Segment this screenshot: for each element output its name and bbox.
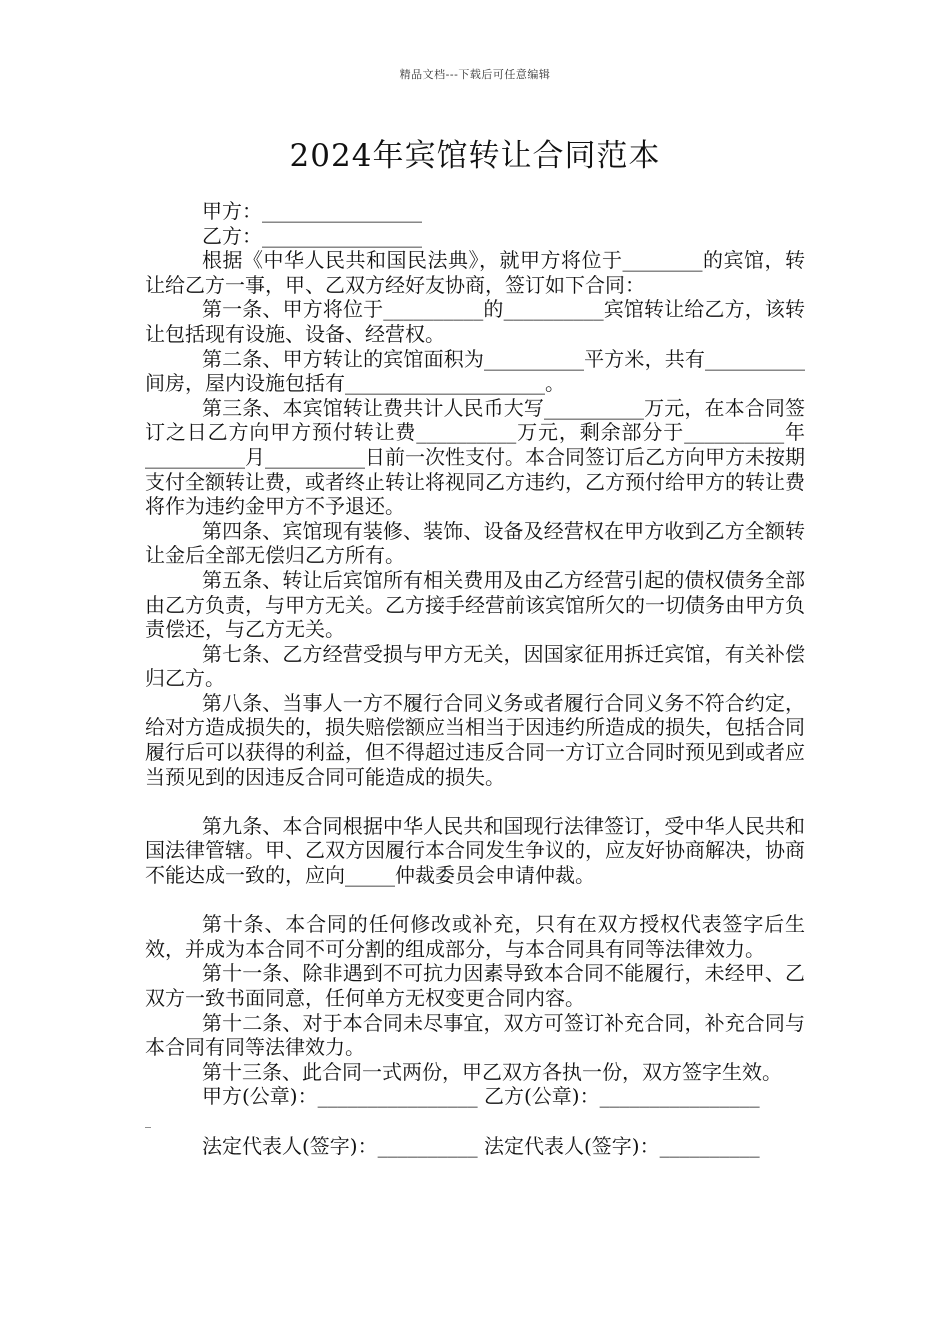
party-a-line: 甲方：________________ (202, 199, 422, 223)
party-b-line: 乙方：________________ (202, 223, 422, 248)
article-7: 第七条、乙方经营受损与甲方无关，因国家征用拆迁宾馆，有关补偿归乙方。 (145, 641, 805, 691)
article-8: 第八条、当事人一方不履行合同义务或者履行合同义务不符合约定，给对方造成损失的，损失赔偿额应当相当于因违约所造成的损失，包括合同履行后可以获得的利益，但不得超过违反合同一方订立合同时预见到或者应当预见到的因违反合同可能造成的损失。 (145, 690, 805, 789)
paragraph-spacer (145, 789, 805, 814)
article-1: 第一条、甲方将位于__________的__________宾馆转让给乙方，该转让包括现有设施、设备、经营权。 (145, 297, 805, 346)
article-13: 第十三条、此合同一式两份，甲乙双方各执一份，双方签字生效。 (202, 1059, 782, 1084)
article-9: 第九条、本合同根据中华人民共和国现行法律签订，受中华人民共和国法律管辖。甲、乙双方因履行本合同发生争议的，应友好协商解决，协商不能达成一致的，应向_____仲裁委员会申请仲裁。 (145, 813, 805, 888)
header-note: 精品文档---下载后可任意编辑 (399, 68, 551, 81)
article-3: 第三条、本宾馆转让费共计人民币大写__________万元，在本合同签订之日乙方向甲方预付转让费__________万元，剩余部分于__________年__________月__________日前一次性支付。本合同签订后乙方向甲方未按期支付全额转让费，或者终止转让将视同乙方违约，乙方预付给甲方的转让费将作为违约金甲方不予退还。 (145, 395, 805, 519)
paragraph-spacer (145, 888, 805, 913)
article-10: 第十条、本合同的任何修改或补充，只有在双方授权代表签字后生效，并成为本合同不可分割的组成部分，与本合同具有同等法律效力。 (145, 912, 805, 961)
underscore-overflow: _ (145, 1113, 151, 1128)
article-11: 第十一条、除非遇到不可抗力因素导致本合同不能履行，未经甲、乙双方一致书面同意，任何单方无权变更合同内容。 (145, 961, 805, 1010)
document-body (145, 199, 805, 1158)
article-4: 第四条、宾馆现有装修、装饰、设备及经营权在甲方收到乙方全额转让金后全部无偿归乙方所有。 (145, 518, 805, 568)
article-12: 第十二条、对于本合同未尽事宜，双方可签订补充合同，补充合同与本合同有同等法律效力。 (145, 1010, 805, 1060)
seal-signature-line: 甲方(公章)：________________ 乙方(公章)：________________ (202, 1084, 760, 1109)
document-title: 2024年宾馆转让合同范本 (289, 138, 661, 174)
article-2: 第二条、甲方转让的宾馆面积为__________平方米，共有__________间房，屋内设施包括有____________________。 (145, 346, 805, 396)
legal-representative-signature-line: 法定代表人(签字)：__________ 法定代表人(签字)：__________ (202, 1133, 760, 1158)
preamble-paragraph: 根据《中华人民共和国民法典》，就甲方将位于________的宾馆，转让给乙方一事，甲、乙双方经好友协商，签订如下合同： (145, 248, 805, 297)
article-5: 第五条、转让后宾馆所有相关费用及由乙方经营引起的债权债务全部由乙方负责，与甲方无关。乙方接手经营前该宾馆所欠的一切债务由甲方负责偿还，与乙方无关。 (145, 567, 805, 642)
